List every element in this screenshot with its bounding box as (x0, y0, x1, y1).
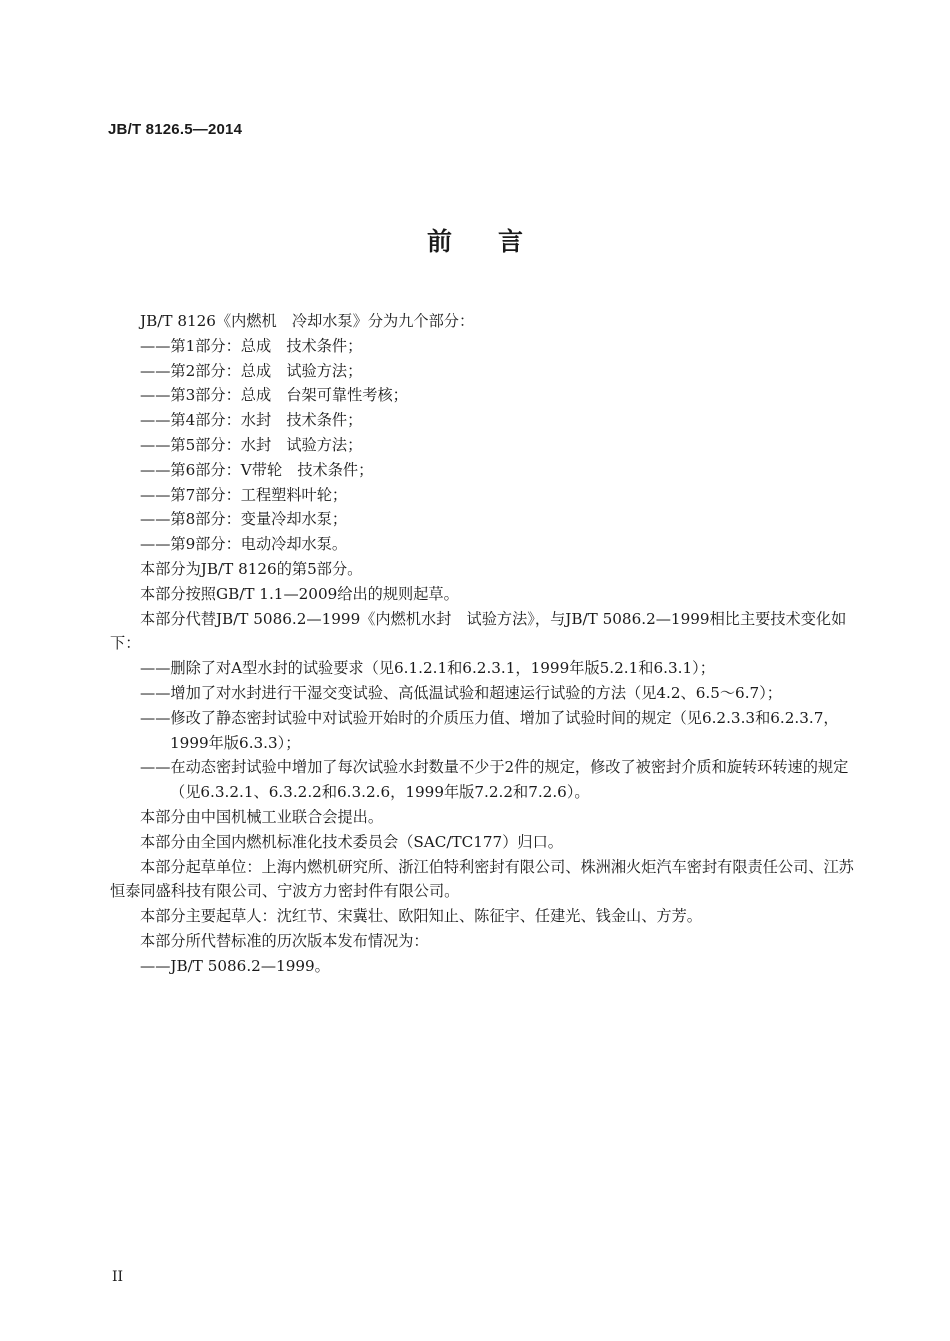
replacement-paragraph: 本部分代替JB/T 5086.2—1999《内燃机水封 试验方法》，与JB/T 5086.2—1999相比主要技术变化如下： (110, 609, 847, 653)
paragraph: 本部分按照GB/T 1.1—2009给出的规则起草。 (140, 584, 459, 603)
part-item: ——第2部分：总成 试验方法； (140, 361, 363, 380)
part-item: ——第7部分：工程塑料叶轮； (140, 485, 348, 504)
change-item: ——修改了静态密封试验中对试验开始时的介质压力值、增加了试验时间的规定（见6.2.3.3和6.2.3.7，1999年版6.3.3）； (140, 708, 839, 752)
paragraph: 本部分由全国内燃机标准化技术委员会（SAC/TC177）归口。 (140, 832, 563, 851)
part-item: ——第9部分：电动冷却水泵。 (140, 535, 348, 554)
drafters-paragraph: 本部分主要起草人：沈红节、宋冀壮、欧阳知止、陈征宇、任建光、钱金山、方芳。 (140, 907, 702, 926)
paragraph: 本部分为JB/T 8126的第5部分。 (140, 559, 363, 578)
part-item: ——第8部分：变量冷却水泵； (140, 510, 348, 529)
history-item: ——JB/T 5086.2—1999。 (140, 956, 330, 975)
paragraph: 本部分所代替标准的历次版本发布情况为： (140, 931, 429, 950)
part-item: ——第3部分：总成 台架可靠性考核； (140, 386, 408, 405)
intro-paragraph: JB/T 8126《内燃机 冷却水泵》分为九个部分： (140, 312, 475, 330)
page-number: II (112, 1269, 124, 1285)
part-item: ——第6部分：V带轮 技术条件； (140, 460, 374, 479)
paragraph: 本部分由中国机械工业联合会提出。 (140, 807, 383, 826)
change-item: ——删除了对A型水封的试验要求（见6.1.2.1和6.2.3.1，1999年版5.2.1和6.3.1）； (140, 659, 715, 678)
standard-code: JB/T 8126.5—2014 (108, 121, 243, 138)
part-item: ——第1部分：总成 技术条件； (140, 336, 363, 355)
change-item: ——在动态密封试验中增加了每次试验水封数量不少于2件的规定，修改了被密封介质和旋转环转速的规定（见6.3.2.1、6.3.2.2和6.3.2.6，1999年版7.2.2和7.2.6）。 (140, 758, 849, 802)
page-title: 前言 (426, 227, 569, 256)
part-item: ——第4部分：水封 技术条件； (140, 411, 363, 430)
part-item: ——第5部分：水封 试验方法； (140, 435, 363, 454)
foreword-body (110, 309, 856, 979)
change-item: ——增加了对水封进行干湿交变试验、高低温试验和超速运行试验的方法（见4.2、6.5～6.7）； (140, 683, 782, 702)
drafting-units-paragraph: 本部分起草单位：上海内燃机研究所、浙江伯特利密封有限公司、株洲湘火炬汽车密封有限责任公司、江苏恒泰同盛科技有限公司、宁波方力密封件有限公司。 (110, 857, 854, 901)
